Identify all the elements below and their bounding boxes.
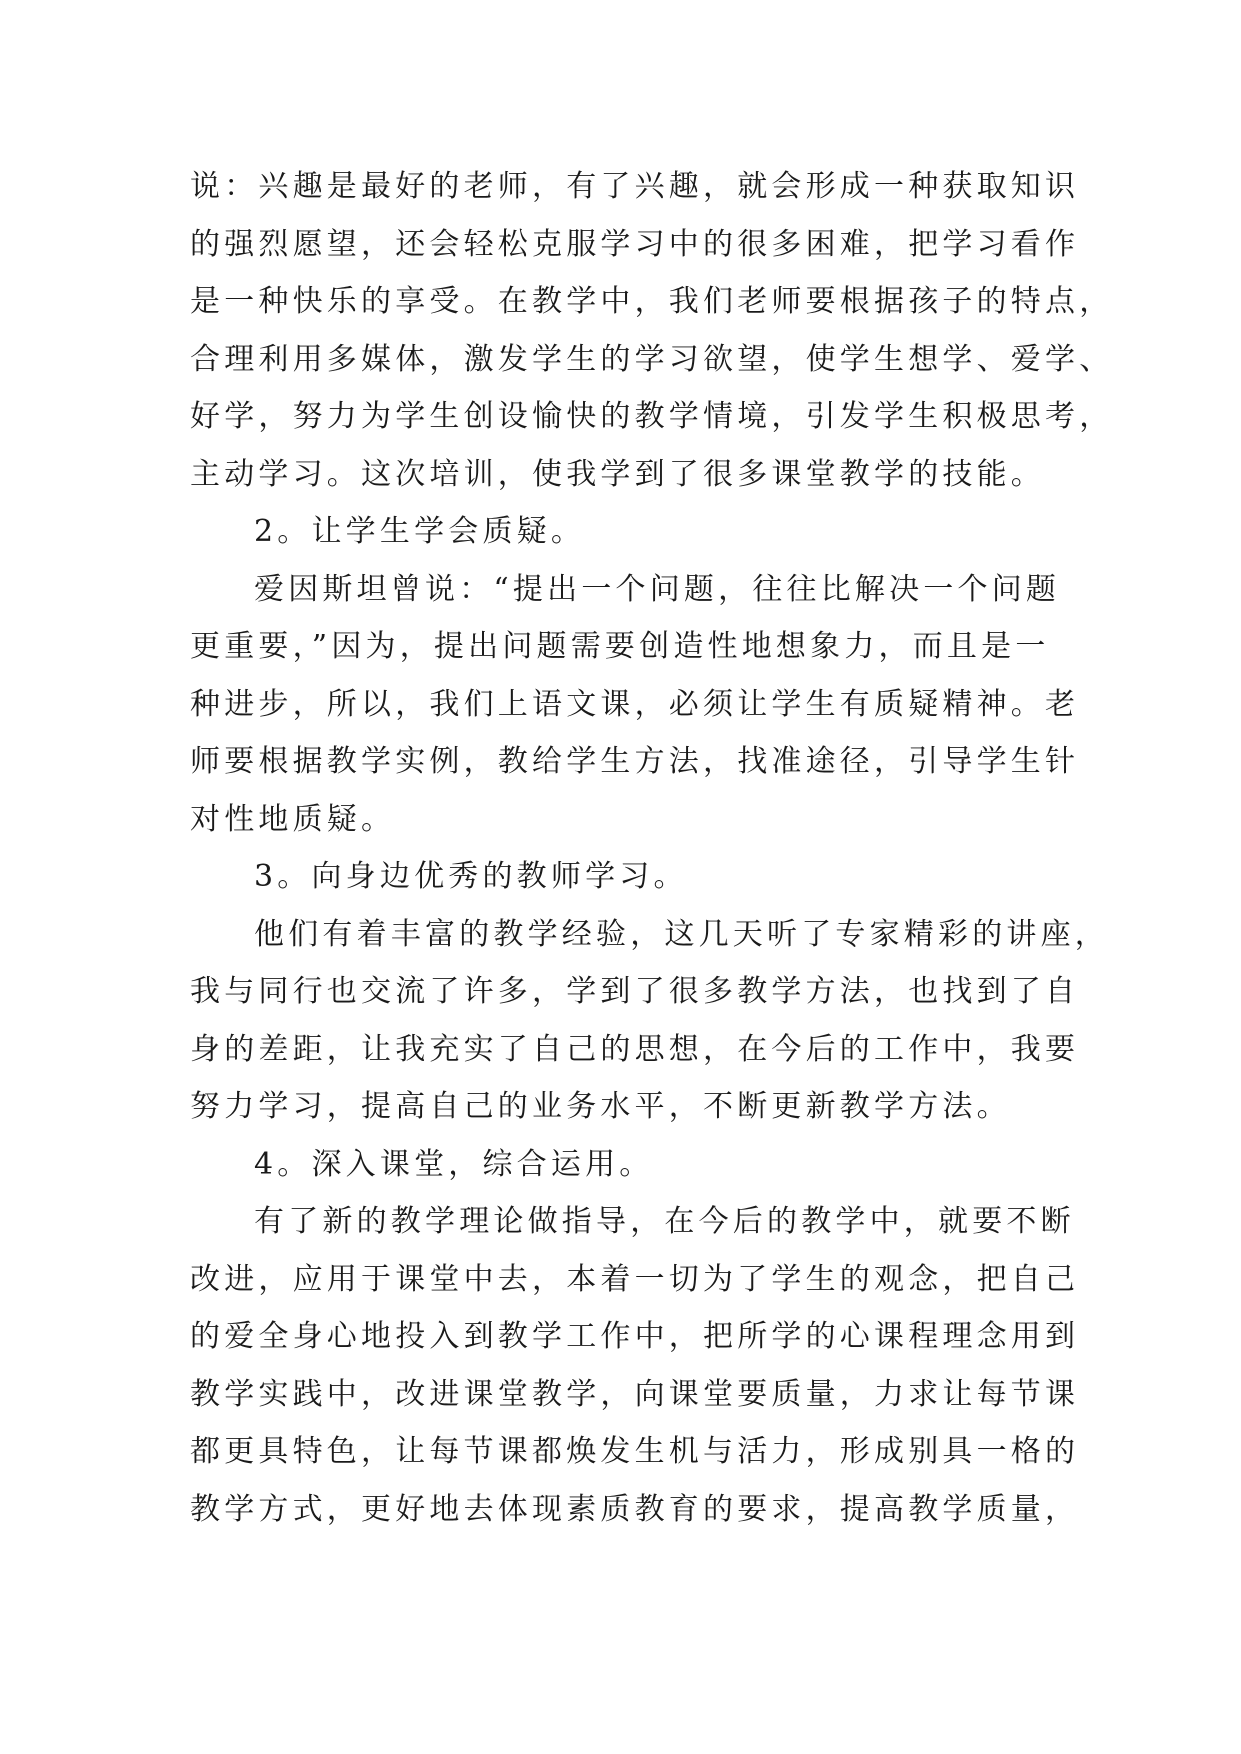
text-line: 教学方式，更好地去体现素质教育的要求，提高教学质量，: [190, 1491, 1080, 1527]
text-line: 3。向身边优秀的教师学习。: [254, 859, 688, 894]
text-line: 2。让学生学会质疑。: [254, 514, 586, 549]
text-line: 的强烈愿望，还会轻松克服学习中的很多困难，把学习看作: [190, 226, 1080, 262]
text-line: 努力学习，提高自己的业务水平，不断更新教学方法。: [190, 1089, 1011, 1124]
text-line: 都更具特色，让每节课都焕发生机与活力，形成别具一格的: [190, 1434, 1080, 1469]
text-line: 有了新的教学理论做指导，在今后的教学中，就要不断: [254, 1204, 1075, 1239]
text-line: 改进，应用于课堂中去，本着一切为了学生的观念，把自己: [190, 1261, 1080, 1297]
text-line: 爱因斯坦曾说：“提出一个问题，往往比解决一个问题: [254, 571, 1061, 607]
document-body: [190, 158, 1114, 1538]
text-line: 我与同行也交流了许多，学到了很多教学方法，也找到了自: [190, 974, 1080, 1009]
text-line: 的爱全身心地投入到教学工作中，把所学的心课程理念用到: [190, 1319, 1080, 1354]
text-line: 更重要，”因为，提出问题需要创造性地想象力，而且是一: [190, 629, 1050, 664]
text-line: 4。深入课堂，综合运用。: [254, 1146, 654, 1182]
document-page: [190, 158, 1114, 1538]
text-line: 师要根据教学实例，教给学生方法，找准途径，引导学生针: [190, 744, 1080, 779]
text-line: 合理利用多媒体，激发学生的学习欲望，使学生想学、爱学、: [190, 341, 1114, 377]
text-line: 种进步，所以，我们上语文课，必须让学生有质疑精神。老: [190, 686, 1080, 722]
text-line: 对性地质疑。: [190, 801, 396, 837]
text-line: 教学实践中，改进课堂教学，向课堂要质量，力求让每节课: [190, 1376, 1080, 1412]
text-line: 是一种快乐的享受。在教学中，我们老师要根据孩子的特点，: [190, 284, 1114, 319]
text-line: 说：兴趣是最好的老师，有了兴趣，就会形成一种获取知识: [190, 169, 1080, 204]
text-line: 身的差距，让我充实了自己的思想，在今后的工作中，我要: [190, 1031, 1080, 1067]
text-line: 他们有着丰富的教学经验，这几天听了专家精彩的讲座，: [254, 916, 1109, 952]
text-line: 主动学习。这次培训，使我学到了很多课堂教学的技能。: [190, 456, 1045, 492]
text-line: 好学，努力为学生创设愉快的教学情境，引发学生积极思考，: [190, 399, 1114, 434]
